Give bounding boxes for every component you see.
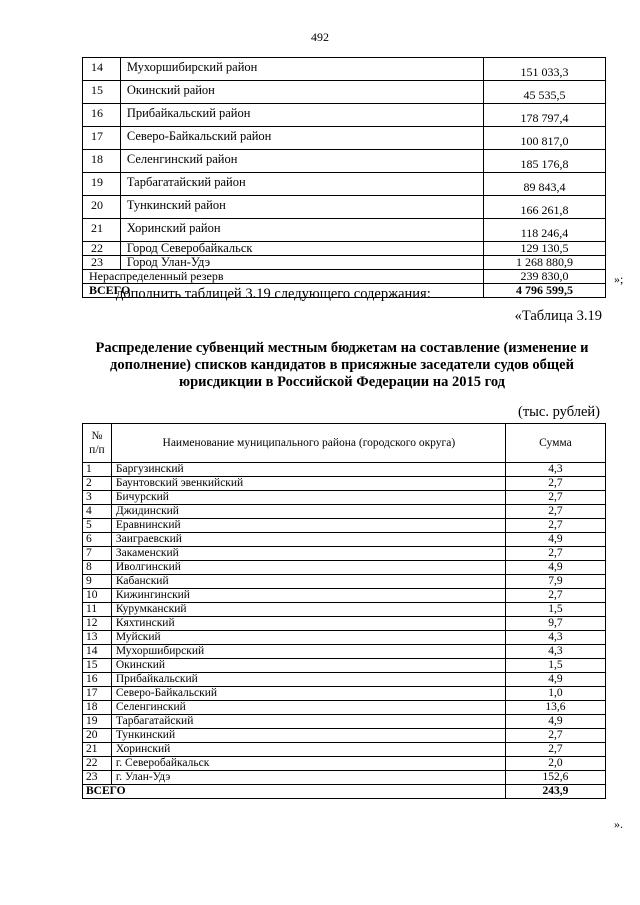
total-sum: 243,9 <box>505 785 605 799</box>
row-number: 23 <box>83 771 112 785</box>
row-sum: 2,7 <box>505 589 605 603</box>
row-sum: 4,9 <box>505 715 605 729</box>
table-row <box>83 104 606 127</box>
row-name: Город Северобайкальск <box>120 242 483 256</box>
reserve-row <box>83 270 606 284</box>
row-name: Кабанский <box>111 575 505 589</box>
row-number: 23 <box>83 256 121 270</box>
row-sum: 151 033,3 <box>483 58 605 81</box>
row-sum: 118 246,4 <box>483 219 605 242</box>
row-number: 17 <box>83 127 121 150</box>
row-name: Заиграевский <box>111 533 505 547</box>
row-name: Тункинский район <box>120 196 483 219</box>
row-sum: 2,7 <box>505 519 605 533</box>
row-number: 3 <box>83 491 112 505</box>
table-row <box>83 659 606 673</box>
table-row <box>83 533 606 547</box>
row-sum: 1,5 <box>505 659 605 673</box>
row-number: 13 <box>83 631 112 645</box>
units-label: (тыс. рублей) <box>518 404 600 420</box>
row-name: Закаменский <box>111 547 505 561</box>
row-sum: 1 268 880,9 <box>483 256 605 270</box>
row-name: Баунтовский эвенкийский <box>111 477 505 491</box>
row-sum: 4,3 <box>505 645 605 659</box>
total-sum: 4 796 599,5 <box>483 284 605 298</box>
row-name: г. Улан-Удэ <box>111 771 505 785</box>
table-row <box>83 519 606 533</box>
row-name: Еравнинский <box>111 519 505 533</box>
row-name: Баргузинский <box>111 463 505 477</box>
row-sum: 4,9 <box>505 533 605 547</box>
row-number: 21 <box>83 743 112 757</box>
row-number: 19 <box>83 715 112 729</box>
table-row <box>83 477 606 491</box>
table-row <box>83 771 606 785</box>
header-name: Наименование муниципального района (городского округа) <box>111 424 505 463</box>
header-number-line2: п/п <box>89 444 105 456</box>
row-sum: 178 797,4 <box>483 104 605 127</box>
row-name: Город Улан-Удэ <box>120 256 483 270</box>
row-number: 20 <box>83 196 121 219</box>
total-row <box>83 785 606 799</box>
row-name: Хоринский район <box>120 219 483 242</box>
table-row <box>83 617 606 631</box>
row-name: Бичурский <box>111 491 505 505</box>
row-number: 6 <box>83 533 112 547</box>
row-sum: 100 817,0 <box>483 127 605 150</box>
table-row <box>83 242 606 256</box>
row-number: 10 <box>83 589 112 603</box>
row-name: Мухоршибирский район <box>120 58 483 81</box>
row-name: Джидинский <box>111 505 505 519</box>
row-number: 22 <box>83 242 121 256</box>
row-sum: 4,9 <box>505 561 605 575</box>
table-row <box>83 687 606 701</box>
row-number: 18 <box>83 150 121 173</box>
row-number: 16 <box>83 104 121 127</box>
table-row <box>83 575 606 589</box>
row-name: Окинский <box>111 659 505 673</box>
table-row <box>83 603 606 617</box>
row-name: Тарбагатайский <box>111 715 505 729</box>
page-number: 492 <box>311 30 329 44</box>
table-row <box>83 743 606 757</box>
row-number: 19 <box>83 173 121 196</box>
row-name: Кяхтинский <box>111 617 505 631</box>
row-sum: 185 176,8 <box>483 150 605 173</box>
row-sum: 152,6 <box>505 771 605 785</box>
table-row <box>83 715 606 729</box>
row-number: 18 <box>83 701 112 715</box>
row-number: 20 <box>83 729 112 743</box>
row-number: 8 <box>83 561 112 575</box>
table-row <box>83 463 606 477</box>
row-sum: 89 843,4 <box>483 173 605 196</box>
row-sum: 13,6 <box>505 701 605 715</box>
table-row <box>83 547 606 561</box>
row-name: Иволгинский <box>111 561 505 575</box>
row-name: Окинский район <box>120 81 483 104</box>
row-number: 21 <box>83 219 121 242</box>
row-sum: 7,9 <box>505 575 605 589</box>
row-number: 11 <box>83 603 112 617</box>
row-name: Муйский <box>111 631 505 645</box>
quote-close: »; <box>614 272 624 286</box>
row-name: Северо-Байкальский район <box>120 127 483 150</box>
reserve-label: Нераспределенный резерв <box>83 270 484 284</box>
table-row <box>83 150 606 173</box>
table-row <box>83 631 606 645</box>
table-row <box>83 673 606 687</box>
row-number: 7 <box>83 547 112 561</box>
row-sum: 2,0 <box>505 757 605 771</box>
table-row <box>83 256 606 270</box>
row-sum: 4,3 <box>505 631 605 645</box>
row-name: Прибайкальский <box>111 673 505 687</box>
row-number: 4 <box>83 505 112 519</box>
row-name: Курумканский <box>111 603 505 617</box>
row-sum: 4,3 <box>505 463 605 477</box>
row-sum: 2,7 <box>505 505 605 519</box>
row-name: Прибайкальский район <box>120 104 483 127</box>
table-row <box>83 505 606 519</box>
table-row <box>83 491 606 505</box>
table-title: Распределение субвенций местным бюджетам на составление (изменение и дополнение) списков кандидатов в присяжные заседатели судов общей юрисдикции в Российской Федерации на 2015 год <box>95 340 589 390</box>
row-number: 17 <box>83 687 112 701</box>
total-label: ВСЕГО <box>83 785 506 799</box>
row-sum: 2,7 <box>505 491 605 505</box>
table-row <box>83 81 606 104</box>
row-name: г. Северобайкальск <box>111 757 505 771</box>
table-row <box>83 589 606 603</box>
supplement-text: дополнить таблицей 3.19 следующего содержания: <box>116 286 431 302</box>
row-name: Селенгинский район <box>120 150 483 173</box>
reserve-sum: 239 830,0 <box>483 270 605 284</box>
row-sum: 1,0 <box>505 687 605 701</box>
row-name: Селенгинский <box>111 701 505 715</box>
table-row <box>83 196 606 219</box>
row-name: Хоринский <box>111 743 505 757</box>
quote-close: ». <box>614 817 623 831</box>
total-label: ВСЕГО <box>83 284 484 298</box>
row-number: 2 <box>83 477 112 491</box>
row-number: 15 <box>83 659 112 673</box>
row-sum: 2,7 <box>505 743 605 757</box>
table-row <box>83 729 606 743</box>
row-number: 15 <box>83 81 121 104</box>
table-row <box>83 173 606 196</box>
table-reference: «Таблица 3.19 <box>514 308 602 324</box>
row-number: 22 <box>83 757 112 771</box>
row-sum: 2,7 <box>505 547 605 561</box>
row-number: 16 <box>83 673 112 687</box>
header-number <box>83 424 112 463</box>
row-name: Тункинский <box>111 729 505 743</box>
row-sum: 2,7 <box>505 477 605 491</box>
row-name: Мухоршибирский <box>111 645 505 659</box>
row-sum: 2,7 <box>505 729 605 743</box>
row-number: 9 <box>83 575 112 589</box>
row-number: 14 <box>83 645 112 659</box>
row-number: 5 <box>83 519 112 533</box>
row-number: 12 <box>83 617 112 631</box>
row-number: 14 <box>83 58 121 81</box>
row-sum: 9,7 <box>505 617 605 631</box>
row-sum: 45 535,5 <box>483 81 605 104</box>
table-row <box>83 645 606 659</box>
subventions-table <box>82 423 606 799</box>
table-row <box>83 58 606 81</box>
row-name: Кижингинский <box>111 589 505 603</box>
table-row <box>83 561 606 575</box>
district-amounts-table <box>82 57 606 298</box>
header-sum: Сумма <box>505 424 605 463</box>
table-row <box>83 127 606 150</box>
table-row <box>83 219 606 242</box>
row-sum: 166 261,8 <box>483 196 605 219</box>
header-number-line1: № <box>91 430 103 442</box>
table-row <box>83 701 606 715</box>
row-name: Тарбагатайский район <box>120 173 483 196</box>
row-name: Северо-Байкальский <box>111 687 505 701</box>
row-sum: 1,5 <box>505 603 605 617</box>
table-header-row <box>83 424 606 463</box>
row-sum: 4,9 <box>505 673 605 687</box>
row-sum: 129 130,5 <box>483 242 605 256</box>
row-number: 1 <box>83 463 112 477</box>
table-row <box>83 757 606 771</box>
